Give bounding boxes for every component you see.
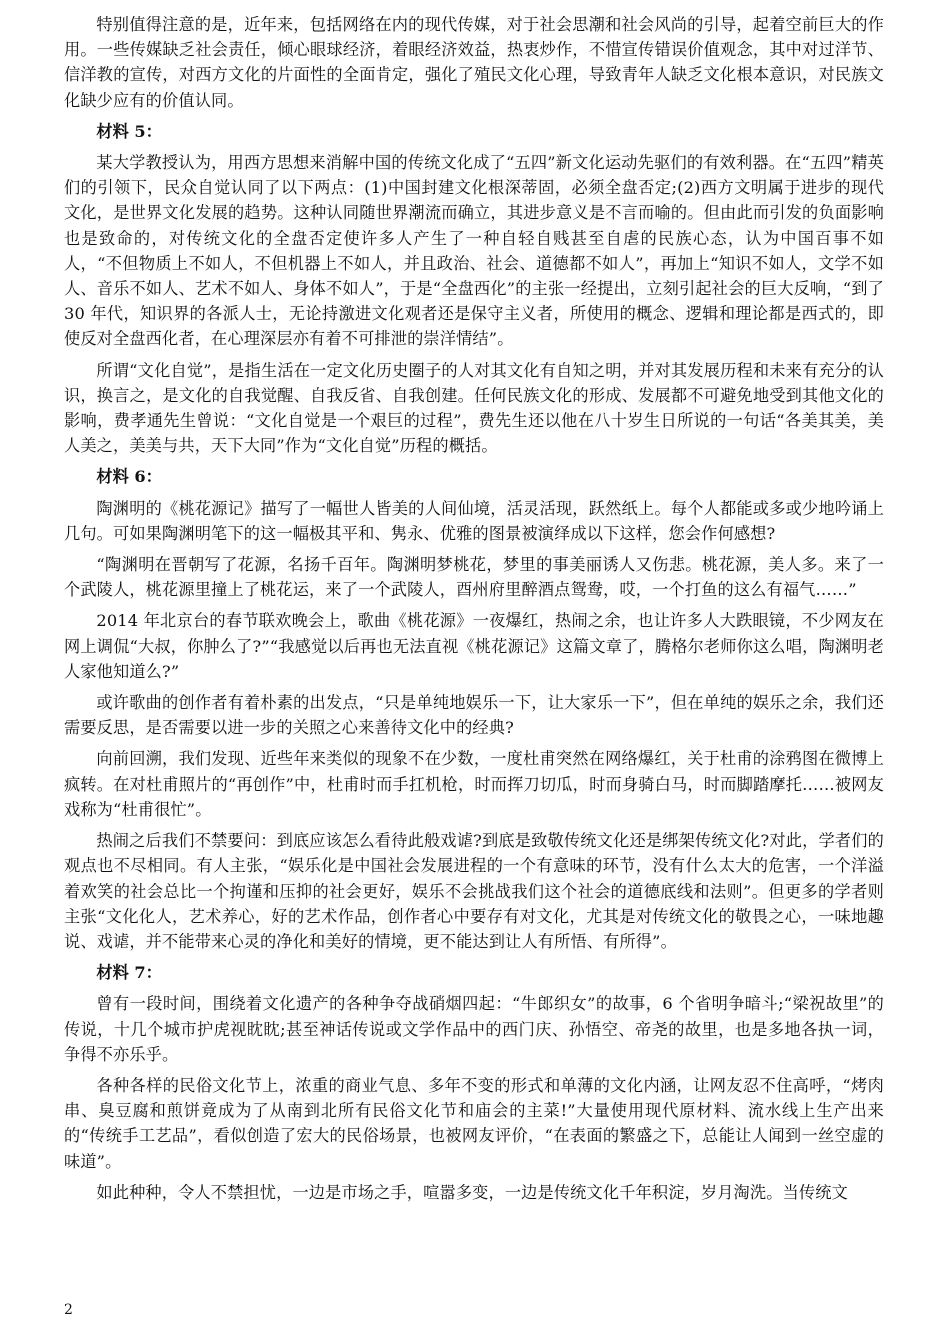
- paragraph: 陶渊明的《桃花源记》描写了一幅世人皆美的人间仙境，活灵活现，跃然纸上。每个人都能或多或少地吟诵上几句。可如果陶渊明笔下的这一幅极其平和、隽永、优雅的图景被演绎成以下这样，您会作何感想?: [64, 498, 884, 543]
- paragraph: 2014 年北京台的春节联欢晚会上，歌曲《桃花源》一夜爆红，热闹之余，也让许多人大跌眼镜，不少网友在网上调侃“大叔，你肿么了?”“我感觉以后再也无法直视《桃花源记》这篇文章了，腾格尔老师你这么唱，陶渊明老人家他知道么?”: [64, 611, 884, 681]
- paragraph: 向前回溯，我们发现、近些年来类似的现象不在少数，一度杜甫突然在网络爆红，关于杜甫的涂鸦图在微博上疯转。在对杜甫照片的“再创作”中，杜甫时而手扛机枪，时而挥刀切瓜，时而身骑白马，时而脚踏摩托……被网友戏称为“杜甫很忙”。: [64, 749, 884, 819]
- section-heading-material-5: 材料 5：: [96, 121, 162, 141]
- paragraph: 曾有一段时间，围绕着文化遗产的各种争夺战硝烟四起：“牛郎织女”的故事，6 个省明争暗斗;“梁祝故里”的传说，十几个城市护虎视眈眈;甚至神话传说或文学作品中的西门庆、孙悟空、帝尧的故里，也是多地各执一词，争得不亦乐乎。: [64, 994, 884, 1064]
- paragraph: 某大学教授认为，用西方思想来消解中国的传统文化成了“五四”新文化运动先驱们的有效利器。在“五四”精英们的引领下，民众自觉认同了以下两点：(1)中国封建文化根深蒂固，必须全盘否定;(2)西方文明属于进步的现代文化，是世界文化发展的趋势。这种认同随世界潮流而确立，其进步意义是不言而喻的。但由此而引发的负面影响也是致命的，对传统文化的全盘否定使许多人产生了一种自轻自贱甚至自虐的民族心态，认为中国百事不如人，“不但物质上不如人，不但机器上不如人，并且政治、社会、道德都不如人”，再加上“知识不如人，文学不如人、音乐不如人、艺术不如人、身体不如人”，于是“全盘西化”的主张一经提出，立刻引起社会的巨大反响，“到了 30 年代，知识界的各派人士，无论持激进文化观者还是保守主义者，所使用的概念、逻辑和理论都是西式的，即使反对全盘西化者，在心理深层亦有着不可排泄的崇洋情结”。: [64, 153, 884, 349]
- quoted-lyrics: “陶渊明在晋朝写了花源，名扬千百年。陶渊明梦桃花，梦里的事美丽诱人又伤悲。桃花源，美人多。来了一个武陵人，桃花源里撞上了桃花运，来了一个武陵人，酉州府里醉酒点鸳鸯，哎，一个打鱼的这么有福气……”: [64, 555, 884, 600]
- paragraph: 各种各样的民俗文化节上，浓重的商业气息、多年不变的形式和单薄的文化内涵，让网友忍不住高呼，“烤肉串、臭豆腐和煎饼竟成为了从南到北所有民俗文化节和庙会的主菜!”大量使用现代原材料、流水线上生产出来的“传统手工艺品”，看似创造了宏大的民俗场景，也被网友评价，“在表面的繁盛之下，总能让人闻到一丝空虚的味道”。: [64, 1075, 884, 1171]
- document-body: [64, 12, 884, 1211]
- section-heading-material-7: 材料 7：: [96, 963, 162, 983]
- paragraph: 如此种种，令人不禁担忧，一边是市场之手，喧嚣多变，一边是传统文化千年积淀，岁月淘洗。当传统文: [96, 1182, 848, 1202]
- paragraph: 热闹之后我们不禁要问：到底应该怎么看待此般戏谑?到底是致敬传统文化还是绑架传统文化?对此，学者们的观点也不尽相同。有人主张，“娱乐化是中国社会发展进程的一个有意味的环节，没有什么太大的危害，一个洋溢着欢笑的社会总比一个拘谨和压抑的社会更好，娱乐不会挑战我们这个社会的道德底线和法则”。但更多的学者则主张“文化化人，艺术养心，好的艺术作品，创作者心中要存有对文化，尤其是对传统文化的敬畏之心，一味地趣说、戏谑，并不能带来心灵的净化和美好的情境，更不能达到让人有所悟、有所得”。: [64, 831, 884, 951]
- paragraph: 特别值得注意的是，近年来，包括网络在内的现代传媒，对于社会思潮和社会风尚的引导，起着空前巨大的作用。一些传媒缺乏社会责任，倾心眼球经济，着眼经济效益，热衷炒作，不惜宣传错误价值观念，其中对过洋节、信洋教的宣传，对西方文化的片面性的全面肯定，强化了殖民文化心理，导致青年人缺乏文化根本意识，对民族文化缺少应有的价值认同。: [64, 15, 884, 110]
- paragraph: 所谓“文化自觉”，是指生活在一定文化历史圈子的人对其文化有自知之明，并对其发展历程和未来有充分的认识，换言之，是文化的自我觉醒、自我反省、自我创建。任何民族文化的形成、发展都不可避免地受到其他文化的影响，费孝通先生曾说：“文化自觉是一个艰巨的过程”，费先生还以他在八十岁生日所说的一句话“各美其美，美人美之，美美与共，天下大同”作为“文化自觉”历程的概括。: [64, 360, 884, 456]
- paragraph: 或许歌曲的创作者有着朴素的出发点，“只是单纯地娱乐一下，让大家乐一下”，但在单纯的娱乐之余，我们还需要反思，是否需要以进一步的关照之心来善待文化中的经典?: [64, 693, 884, 738]
- section-heading-material-6: 材料 6：: [96, 467, 162, 487]
- page-number: 2: [64, 1302, 73, 1318]
